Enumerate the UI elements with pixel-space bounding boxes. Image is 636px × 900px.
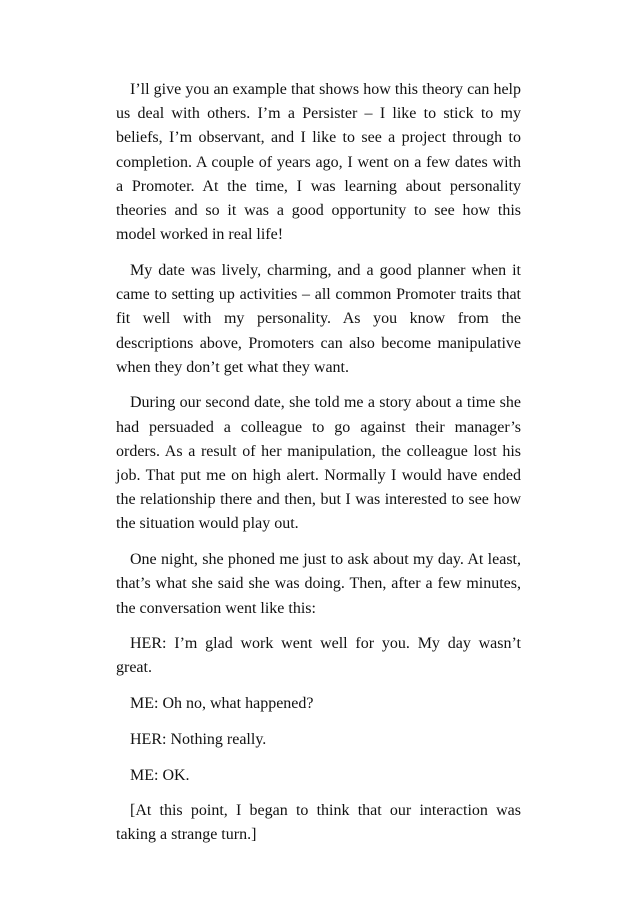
dialogue-line-me-1: ME: Oh no, what happened?: [130, 695, 314, 713]
paragraph-phone-call: One night, she phoned me just to ask about my day. At least, that’s what she said she was doing. Then, after a few minutes, the conversation went like this:: [116, 551, 521, 617]
dialogue-line-her-2: HER: Nothing really.: [130, 730, 267, 748]
paragraph-second-date: During our second date, she told me a story about a time she had persuaded a colleague to go against their manager’s orders. As a result of her manipulation, the colleague lost his job. That put me on high alert. Normally I would have ended the relationship there and then, but I was interested to see how the situation would play out.: [116, 394, 521, 533]
dialogue-line-her-1: HER: I’m glad work went well for you. My day wasn’t great.: [116, 635, 521, 677]
dialogue-line-me-2: ME: OK.: [130, 766, 190, 784]
body-text: [116, 78, 521, 859]
paragraph-date-traits: My date was lively, charming, and a good planner when it came to setting up activities – all common Promoter traits that fit well with my personality. As you know from the descriptions above, Promoters can also become manipulative when they don’t get what they want.: [116, 261, 521, 376]
paragraph-example-intro: I’ll give you an example that shows how this theory can help us deal with others. I’m a Persister – I like to stick to my beliefs, I’m observant, and I like to see a project through to completion. A couple of years ago, I went on a few dates with a Promoter. At the time, I was learning about personality theories and so it was a good opportunity to see how this model worked in real life!: [116, 81, 521, 244]
paragraph-aside: [At this point, I began to think that our interaction was taking a strange turn.]: [116, 802, 521, 844]
